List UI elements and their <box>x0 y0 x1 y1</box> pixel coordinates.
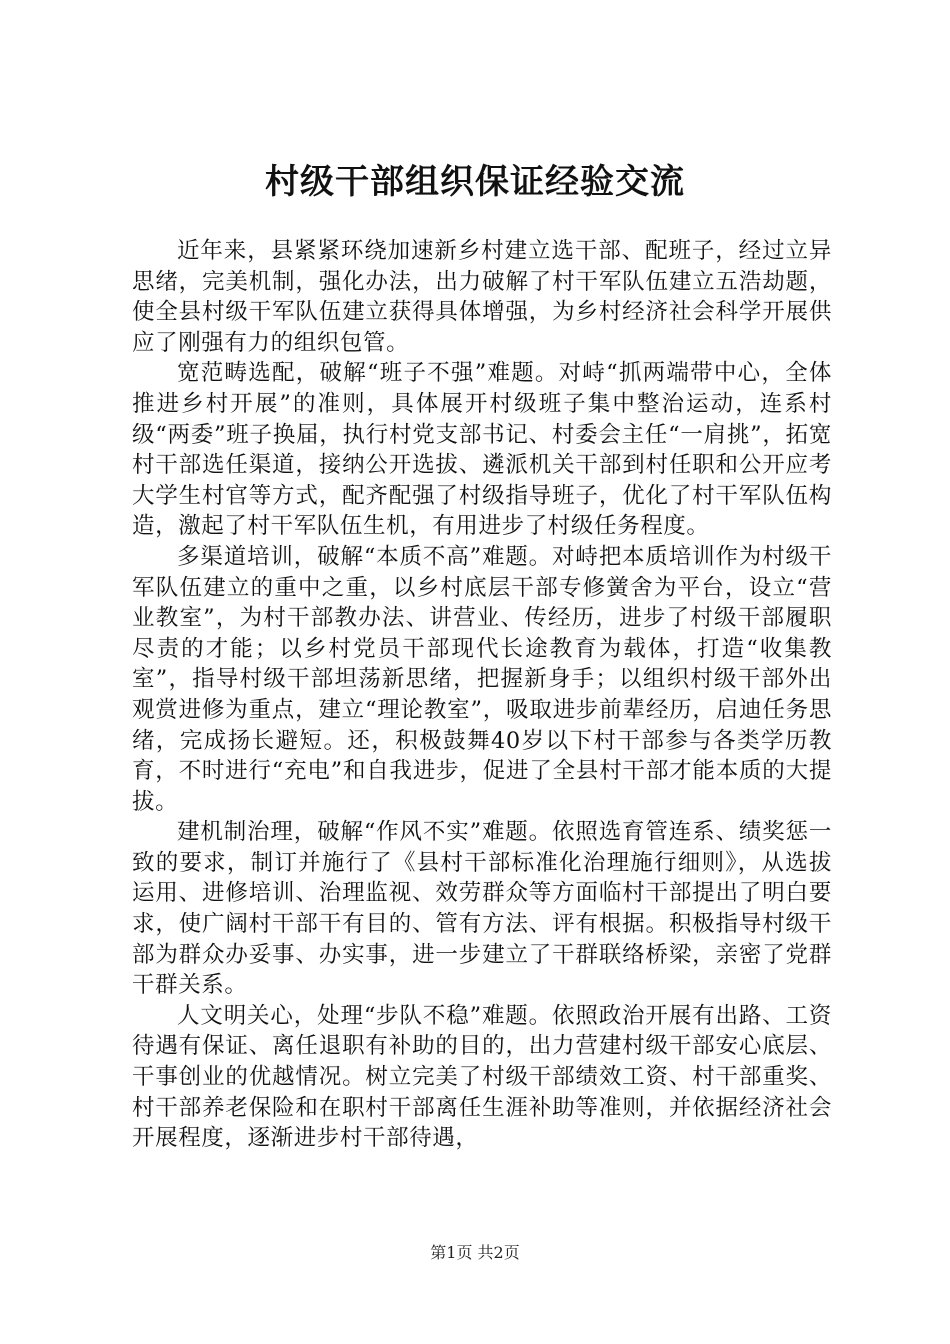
paragraph-intro: 近年来，县紧紧环绕加速新乡村建立选干部、配班子，经过立异思绪，完美机制，强化办法，出力破解了村干军队伍建立五浩劫题，使全县村级干军队伍建立获得具体增强，为乡村经济社会科学开展供应了刚强有力的组织包管。 <box>132 238 832 356</box>
document-body <box>132 236 832 1154</box>
paragraph-selection: 宽范畴选配，破解“班子不强”难题。对峙“抓两端带中心，全体推进乡村开展”的准则，具体展开村级班子集中整治运动，连系村级“两委”班子换届，执行村党支部书记、村委会主任“一肩挑”，拓宽村干部选任渠道，接纳公开选拔、遴派机关干部到村任职和公开应考大学生村官等方式，配齐配强了村级指导班子，优化了村干军队伍构造，激起了村干军队伍生机，有用进步了村级任务程度。 <box>132 360 832 540</box>
paragraph-mechanism: 建机制治理，破解“作风不实”难题。依照选育管连系、绩奖惩一致的要求，制订并施行了《县村干部标准化治理施行细则》，从选拔运用、进修培训、治理监视、效劳群众等方面临村干部提出了明白要求，使广阔村干部干有目的、管有方法、评有根据。积极指导村级干部为群众办妥事、办实事，进一步建立了干群联络桥梁，亲密了党群干群关系。 <box>132 819 832 999</box>
document-title: 村级干部组织保证经验交流 <box>265 162 685 202</box>
paragraph-care: 人文明关心，处理“步队不稳”难题。依照政治开展有出路、工资待遇有保证、离任退职有补助的目的，出力营建村级干部安心底层、干事创业的优越情况。树立完美了村级干部绩效工资、村干部重奖、村干部养老保险和在职村干部离任生涯补助等准则，并依据经济社会开展程度，逐渐进步村干部待遇， <box>132 1002 832 1152</box>
paragraph-training: 多渠道培训，破解“本质不高”难题。对峙把本质培训作为村级干军队伍建立的重中之重，以乡村底层干部专修黉舍为平台，设立“营业教室”，为村干部教办法、讲营业、传经历，进步了村级干部履职尽责的才能；以乡村党员干部现代长途教育为载体，打造“收集教室”，指导村级干部坦荡新思绪，把握新身手；以组织村级干部外出观赏进修为重点，建立“理论教室”，吸取进步前辈经历，启迪任务思绪，完成扬长避短。还，积极鼓舞40岁以下村干部参与各类学历教育，不时进行“充电”和自我进步，促进了全县村干部才能本质的大提拔。 <box>132 543 832 815</box>
page-footer: 第1页 共2页 <box>430 1243 520 1262</box>
